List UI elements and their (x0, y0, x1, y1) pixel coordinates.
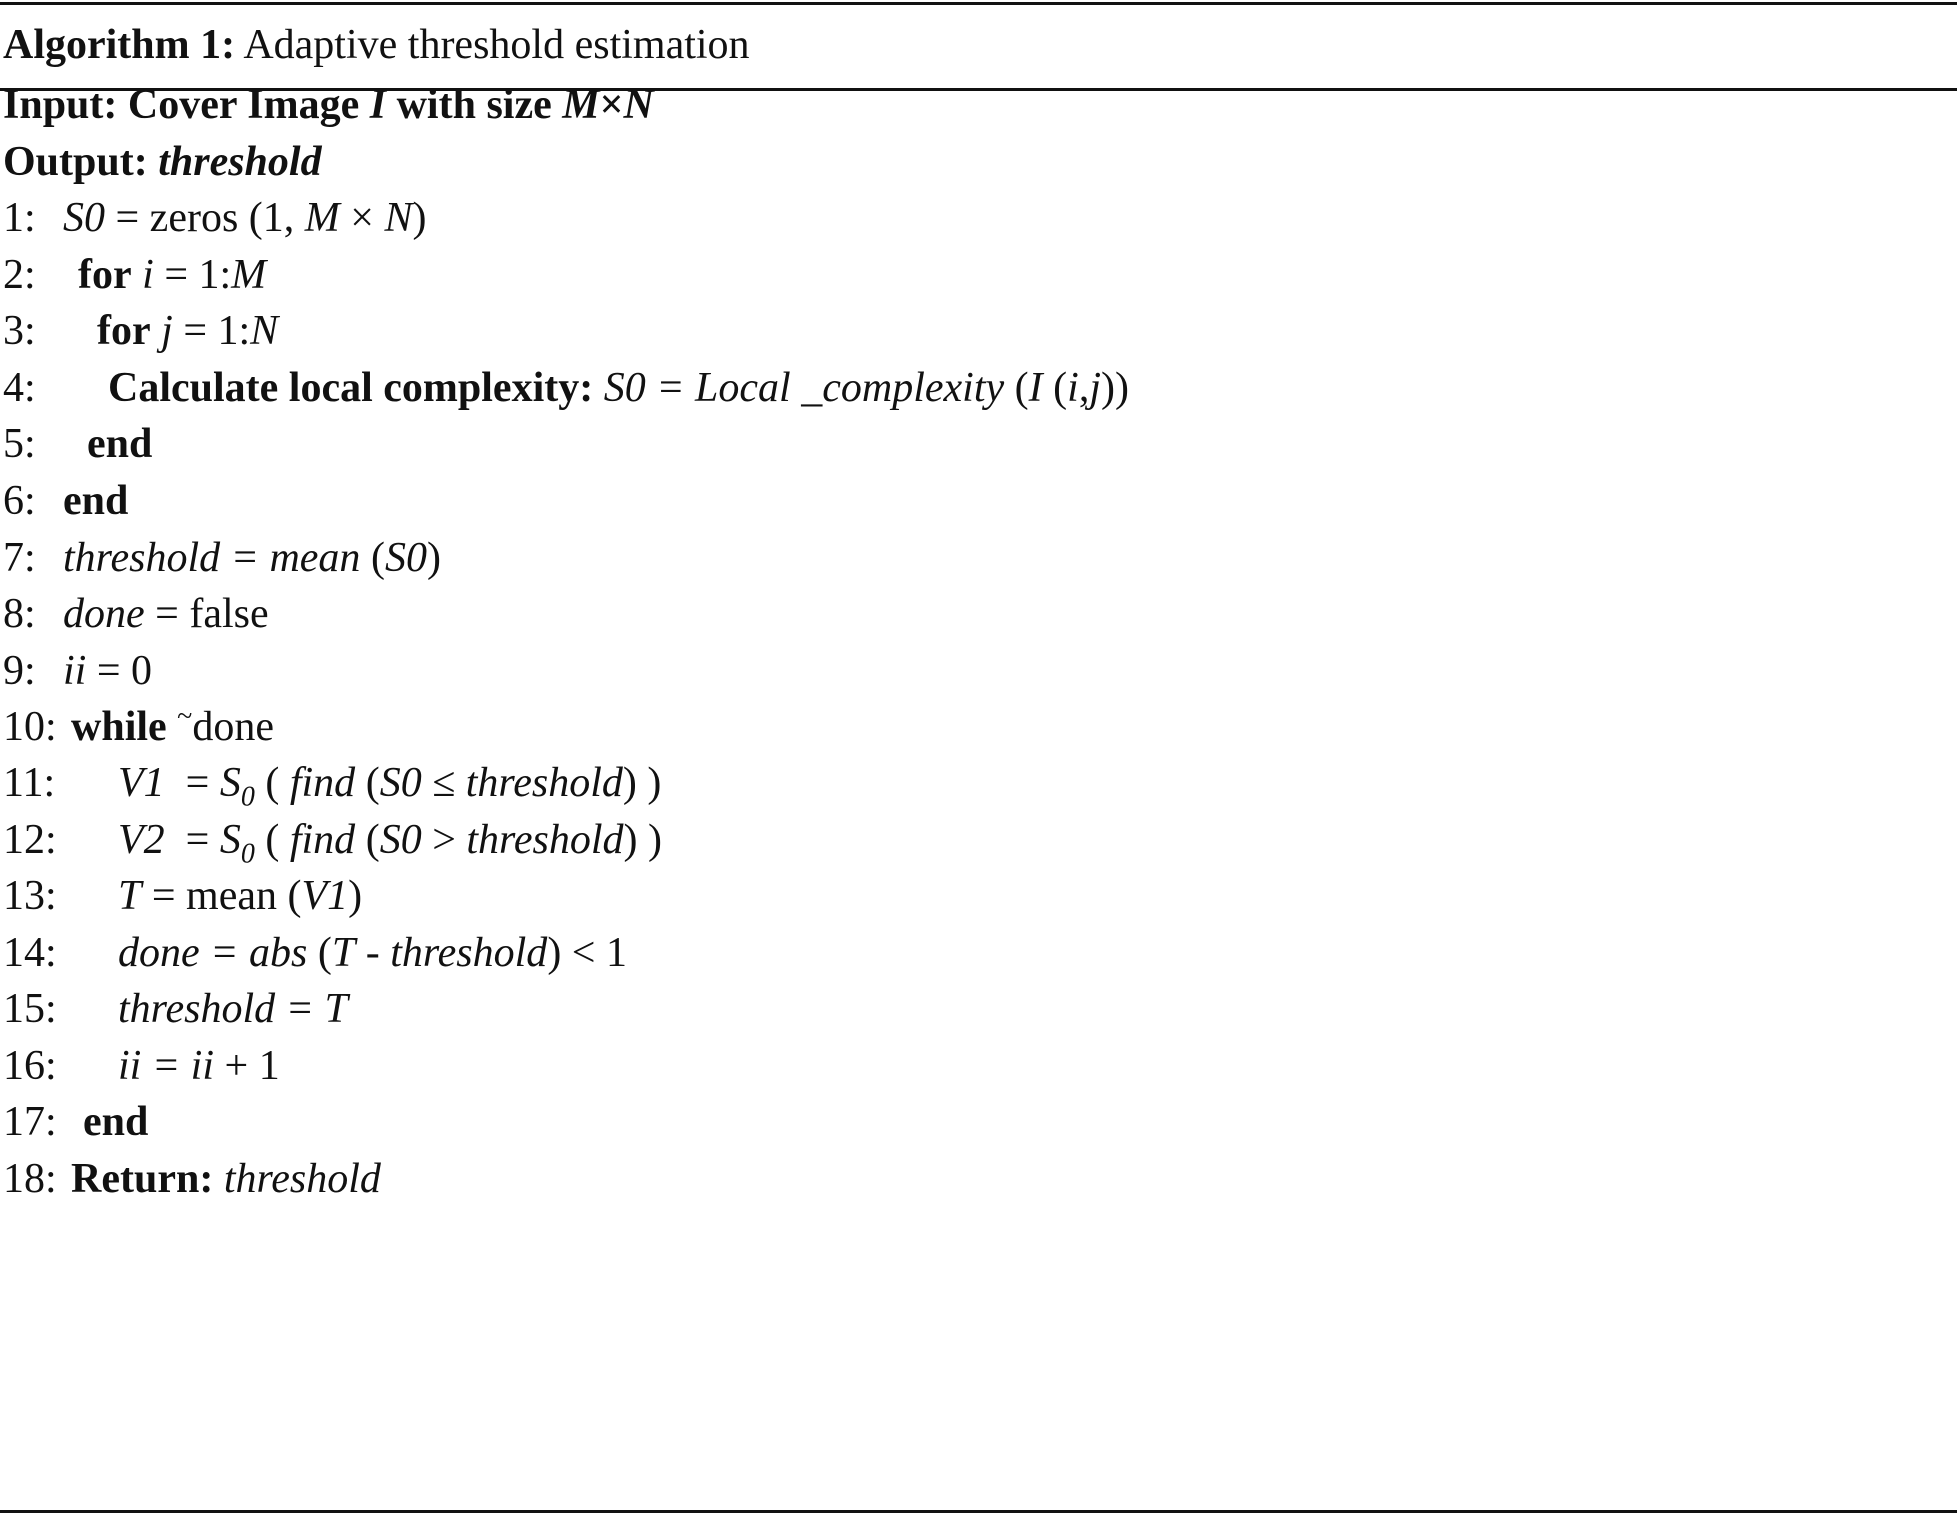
code-text: = zeros (1, (105, 195, 305, 241)
code-var: done (63, 591, 145, 637)
code-text: ( (355, 760, 380, 806)
output-label: Output: (3, 139, 159, 185)
algo-line-17 (3, 1097, 148, 1147)
code-text: = 1: (153, 252, 232, 298)
code-var: S (219, 817, 241, 863)
code-text: ( (307, 930, 332, 976)
code-var: S0 (63, 195, 105, 241)
code-text: done (192, 704, 274, 750)
line-number: 17: (3, 1099, 57, 1145)
code-var: j (161, 308, 173, 354)
code-text: ) ) (622, 760, 662, 806)
algo-line-4 (3, 363, 1129, 413)
code-var: S0 (379, 817, 422, 863)
code-var: N (250, 308, 279, 354)
code-text: ) (412, 195, 427, 241)
algo-line-16 (3, 1041, 280, 1091)
code-text: ) (348, 873, 363, 919)
input-label: Input: Cover Image (3, 82, 370, 128)
algo-line-7 (3, 533, 441, 583)
input-times: × (599, 82, 624, 128)
code-var: V2 (118, 817, 165, 863)
line-number: 13: (3, 873, 57, 919)
input-var: I (369, 82, 387, 128)
keyword: for (78, 252, 132, 298)
line-number: 15: (3, 986, 57, 1032)
line-number: 12: (3, 817, 57, 863)
line-number: 2: (3, 252, 36, 298)
code-text: = 0 (86, 648, 153, 694)
algorithm-title-label: Algorithm 1: (3, 22, 236, 68)
code-text: - (355, 930, 391, 976)
code-text: ( (355, 817, 380, 863)
line-number: 4: (3, 365, 36, 411)
code-var: T (331, 930, 356, 976)
code-text: ( (1004, 365, 1029, 411)
output-var: threshold (158, 139, 322, 185)
algo-line-18 (3, 1154, 381, 1204)
code-var: threshold (466, 817, 624, 863)
algo-line-15 (3, 984, 348, 1034)
code-text: = 1: (172, 308, 251, 354)
code-text: = (164, 760, 220, 806)
code-text: ≤ (421, 760, 466, 806)
code-var: I (1028, 365, 1043, 411)
code-var: threshold (390, 930, 548, 976)
algo-line-12 (3, 815, 662, 870)
keyword: Calculate local complexity: (108, 365, 594, 411)
line-number: 8: (3, 591, 36, 637)
code-text: ) < 1 (547, 930, 627, 976)
output-line (3, 137, 322, 187)
keyword: for (97, 308, 151, 354)
code-var: threshold (465, 760, 623, 806)
algo-line-1 (3, 193, 427, 243)
code-func: find (289, 817, 356, 863)
keyword: Return: (71, 1156, 214, 1202)
line-number: 5: (3, 421, 36, 467)
code-text: ( (1042, 365, 1068, 411)
code-var: T (118, 873, 142, 919)
input-m: M (562, 82, 600, 128)
algorithm-title (3, 20, 750, 70)
bottom-rule (0, 1510, 1957, 1513)
code-var: N (384, 195, 413, 241)
line-number: 14: (3, 930, 57, 976)
subscript: 0 (240, 781, 255, 813)
input-n: N (623, 82, 654, 128)
tilde-operator: ~ (177, 701, 193, 732)
code-var: V1 (118, 760, 165, 806)
algo-line-6 (3, 476, 128, 526)
line-number: 6: (3, 478, 36, 524)
code-text: ) (426, 535, 441, 581)
algo-line-13 (3, 871, 362, 921)
algo-line-10 (3, 702, 274, 752)
code-expr: done = abs (118, 930, 308, 976)
code-var: V1 (301, 873, 349, 919)
algo-line-2 (3, 250, 266, 300)
algorithm-title-text: Adaptive threshold estimation (235, 22, 750, 68)
code-text: , (1078, 365, 1090, 411)
line-number: 10: (3, 704, 57, 750)
code-text: ( (254, 760, 290, 806)
code-text: + 1 (214, 1043, 280, 1089)
code-var: threshold (223, 1156, 381, 1202)
subscript: 0 (240, 838, 255, 870)
code-var: S0 (384, 535, 427, 581)
algo-line-3 (3, 306, 278, 356)
keyword: end (63, 478, 129, 524)
algo-line-11 (3, 758, 662, 813)
code-text: ( (254, 817, 290, 863)
line-number: 18: (3, 1156, 57, 1202)
code-text: = false (144, 591, 269, 637)
top-rule (0, 2, 1957, 5)
code-text: = mean ( (141, 873, 302, 919)
code-text: ( (360, 535, 385, 581)
code-text: > (421, 817, 467, 863)
code-var: j (1089, 365, 1101, 411)
keyword: end (87, 421, 153, 467)
line-number: 9: (3, 648, 36, 694)
code-var: ii (63, 648, 87, 694)
input-mid: with size (386, 82, 563, 128)
algo-line-5 (3, 419, 152, 469)
line-number: 1: (3, 195, 36, 241)
input-line (3, 80, 654, 130)
code-var: M (304, 195, 340, 241)
code-var: S0 (379, 760, 422, 806)
code-var: i (142, 252, 154, 298)
line-number: 16: (3, 1043, 57, 1089)
code-func: find (289, 760, 356, 806)
code-var: i (1067, 365, 1079, 411)
keyword: end (83, 1099, 149, 1145)
code-expr: ii = ii (118, 1043, 215, 1089)
line-number: 11: (3, 760, 56, 806)
code-var: M (231, 252, 267, 298)
algo-line-9 (3, 646, 152, 696)
code-expr: threshold = T (118, 986, 348, 1032)
code-text: × (339, 195, 385, 241)
algo-line-8 (3, 589, 269, 639)
keyword: while (71, 704, 167, 750)
code-text: = (164, 817, 220, 863)
code-text: ) ) (623, 817, 662, 863)
line-number: 3: (3, 308, 36, 354)
code-expr: threshold = mean (63, 535, 361, 581)
code-var: S (219, 760, 241, 806)
code-expr: S0 = Local _complexity (603, 365, 1005, 411)
algo-line-14 (3, 928, 627, 978)
code-text: )) (1100, 365, 1129, 411)
line-number: 7: (3, 535, 36, 581)
